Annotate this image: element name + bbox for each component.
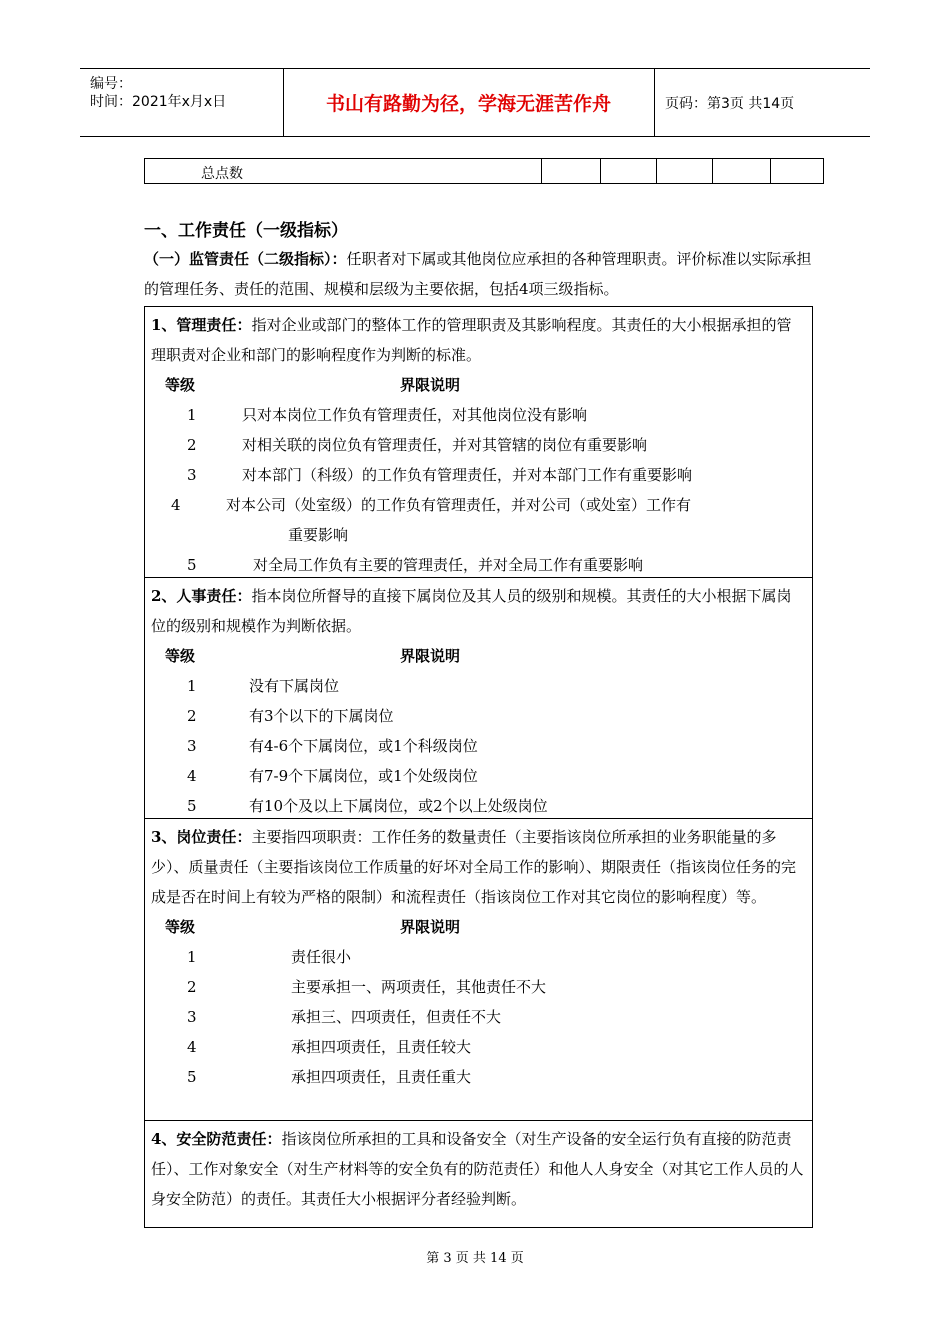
intro-text: 任职者对下属或其他岗位应承担的各种管理职责。评价标准以实际承担的管理任务、责任的范围、规模和层级为主要依据，包括4项三级指标。 [144,250,812,298]
block-title: 3、岗位责任： [151,828,252,846]
table-row [145,942,812,972]
row-level: 4 [187,1038,197,1056]
header-motto: 书山有路勤为径，学海无涯苦作舟 [283,69,655,136]
block-desc-text: 主要指四项职责：工作任务的数量责任（主要指该岗位所承担的业务职能量的多少）、质量责任（主要指该岗位工作质量的好坏对全局工作的影响）、期限责任（指该岗位任务的完成是否在时间上有较为严格的限制）和流程责任（指该岗位工作对其它岗位的影响程度）等。 [151,828,797,906]
score-cell [600,159,601,183]
col-level: 等级 [165,647,196,665]
row-level: 2 [187,707,197,725]
row-level: 1 [187,948,197,966]
row-text: 对全局工作负有主要的管理责任，并对全局工作有重要影响 [253,556,644,574]
row-text: 承担四项责任，且责任较大 [291,1038,472,1056]
row-level: 4 [187,767,197,785]
header-page-info: 页码：第3页 共14页 [665,95,795,112]
intro-paragraph [144,244,812,304]
block-desc [145,819,812,912]
block-desc [145,578,812,641]
block-desc-text: 指对企业或部门的整体工作的管理职责及其影响程度。其责任的大小根据承担的管理职责对企业和部门的影响程度作为判断的标准。 [151,316,792,364]
block-desc-text: 指本岗位所督导的直接下属岗位及其人员的级别和规模。其责任的大小根据下属岗位的级别和规模作为判断依据。 [151,587,792,635]
row-level: 1 [187,406,197,424]
table-row [145,791,812,821]
row-text: 主要承担一、两项责任，其他责任不大 [291,978,547,996]
col-level: 等级 [165,918,196,936]
row-text: 对本部门（科级）的工作负有管理责任，并对本部门工作有重要影响 [242,466,693,484]
header-meta [80,69,284,136]
block-title: 4、安全防范责任： [151,1130,282,1148]
block-safety [144,1120,813,1228]
table-header [145,641,812,671]
col-desc: 界限说明 [400,647,461,665]
page-footer: 第 3 页 共 14 页 [426,1251,524,1266]
row-level: 5 [187,797,197,815]
row-text: 承担四项责任，且责任重大 [291,1068,472,1086]
table-row [145,400,812,430]
table-row [145,701,812,731]
row-level: 4 [171,496,181,514]
table-row [145,490,812,520]
score-table [144,158,824,184]
row-level: 2 [187,978,197,996]
row-text: 没有下属岗位 [249,677,340,695]
row-text: 承担三、四项责任，但责任不大 [291,1008,502,1026]
page-header [80,68,870,137]
block-desc-text: 指该岗位所承担的工具和设备安全（对生产设备的安全运行负有直接的防范责任）、工作对象安全（对生产材料等的安全负有的防范责任）和他人人身安全（对其它工作人员的人身安全防范）的责任。其责任大小根据评分者经验判断。 [151,1130,804,1208]
block-management [144,306,813,577]
row-text: 责任很小 [291,948,352,966]
row-text: 对本公司（处室级）的工作负有管理责任，并对公司（或处室）工作有 [226,496,692,514]
table-header [145,912,812,942]
row-level: 3 [187,466,197,484]
code-label: 编号： [90,76,132,92]
time-label: 时间：2021年x月x日 [90,94,227,110]
row-level: 5 [187,1068,197,1086]
block-personnel [144,577,813,818]
col-desc: 界限说明 [400,376,461,394]
table-row [145,460,812,490]
block-title: 1、管理责任： [151,316,252,334]
score-label: 总点数 [201,166,243,182]
row-level: 5 [187,556,197,574]
row-text: 有3个以下的下属岗位 [249,707,394,725]
table-row [145,671,812,701]
table-row [145,430,812,460]
table-row [145,1062,812,1092]
score-cell [656,159,657,183]
table-header [145,370,812,400]
col-level: 等级 [165,376,196,394]
block-position [144,818,813,1120]
row-text: 对相关联的岗位负有管理责任，并对其管辖的岗位有重要影响 [242,436,648,454]
row-text-cont: 重要影响 [288,526,349,544]
section-title: 一、工作责任（一级指标） [144,221,348,241]
intro-bold: （一）监管责任（二级指标）： [144,250,347,268]
row-text: 只对本岗位工作负有管理责任，对其他岗位没有影响 [242,406,588,424]
row-level: 2 [187,436,197,454]
score-cell [770,159,771,183]
row-level: 1 [187,677,197,695]
row-level: 3 [187,737,197,755]
score-cell [712,159,713,183]
block-desc [145,1121,812,1214]
table-row [145,550,812,580]
table-row [145,731,812,761]
table-row [145,972,812,1002]
col-desc: 界限说明 [400,918,461,936]
row-text: 有10个及以上下属岗位，或2个以上处级岗位 [249,797,548,815]
table-row [145,1032,812,1062]
table-row [145,1002,812,1032]
table-row-cont [145,520,812,550]
score-cell [541,159,542,183]
row-level: 3 [187,1008,197,1026]
row-text: 有7-9个下属岗位，或1个处级岗位 [249,767,478,785]
table-row [145,761,812,791]
block-desc [145,307,812,370]
row-text: 有4-6个下属岗位，或1个科级岗位 [249,737,478,755]
block-title: 2、人事责任： [151,587,252,605]
